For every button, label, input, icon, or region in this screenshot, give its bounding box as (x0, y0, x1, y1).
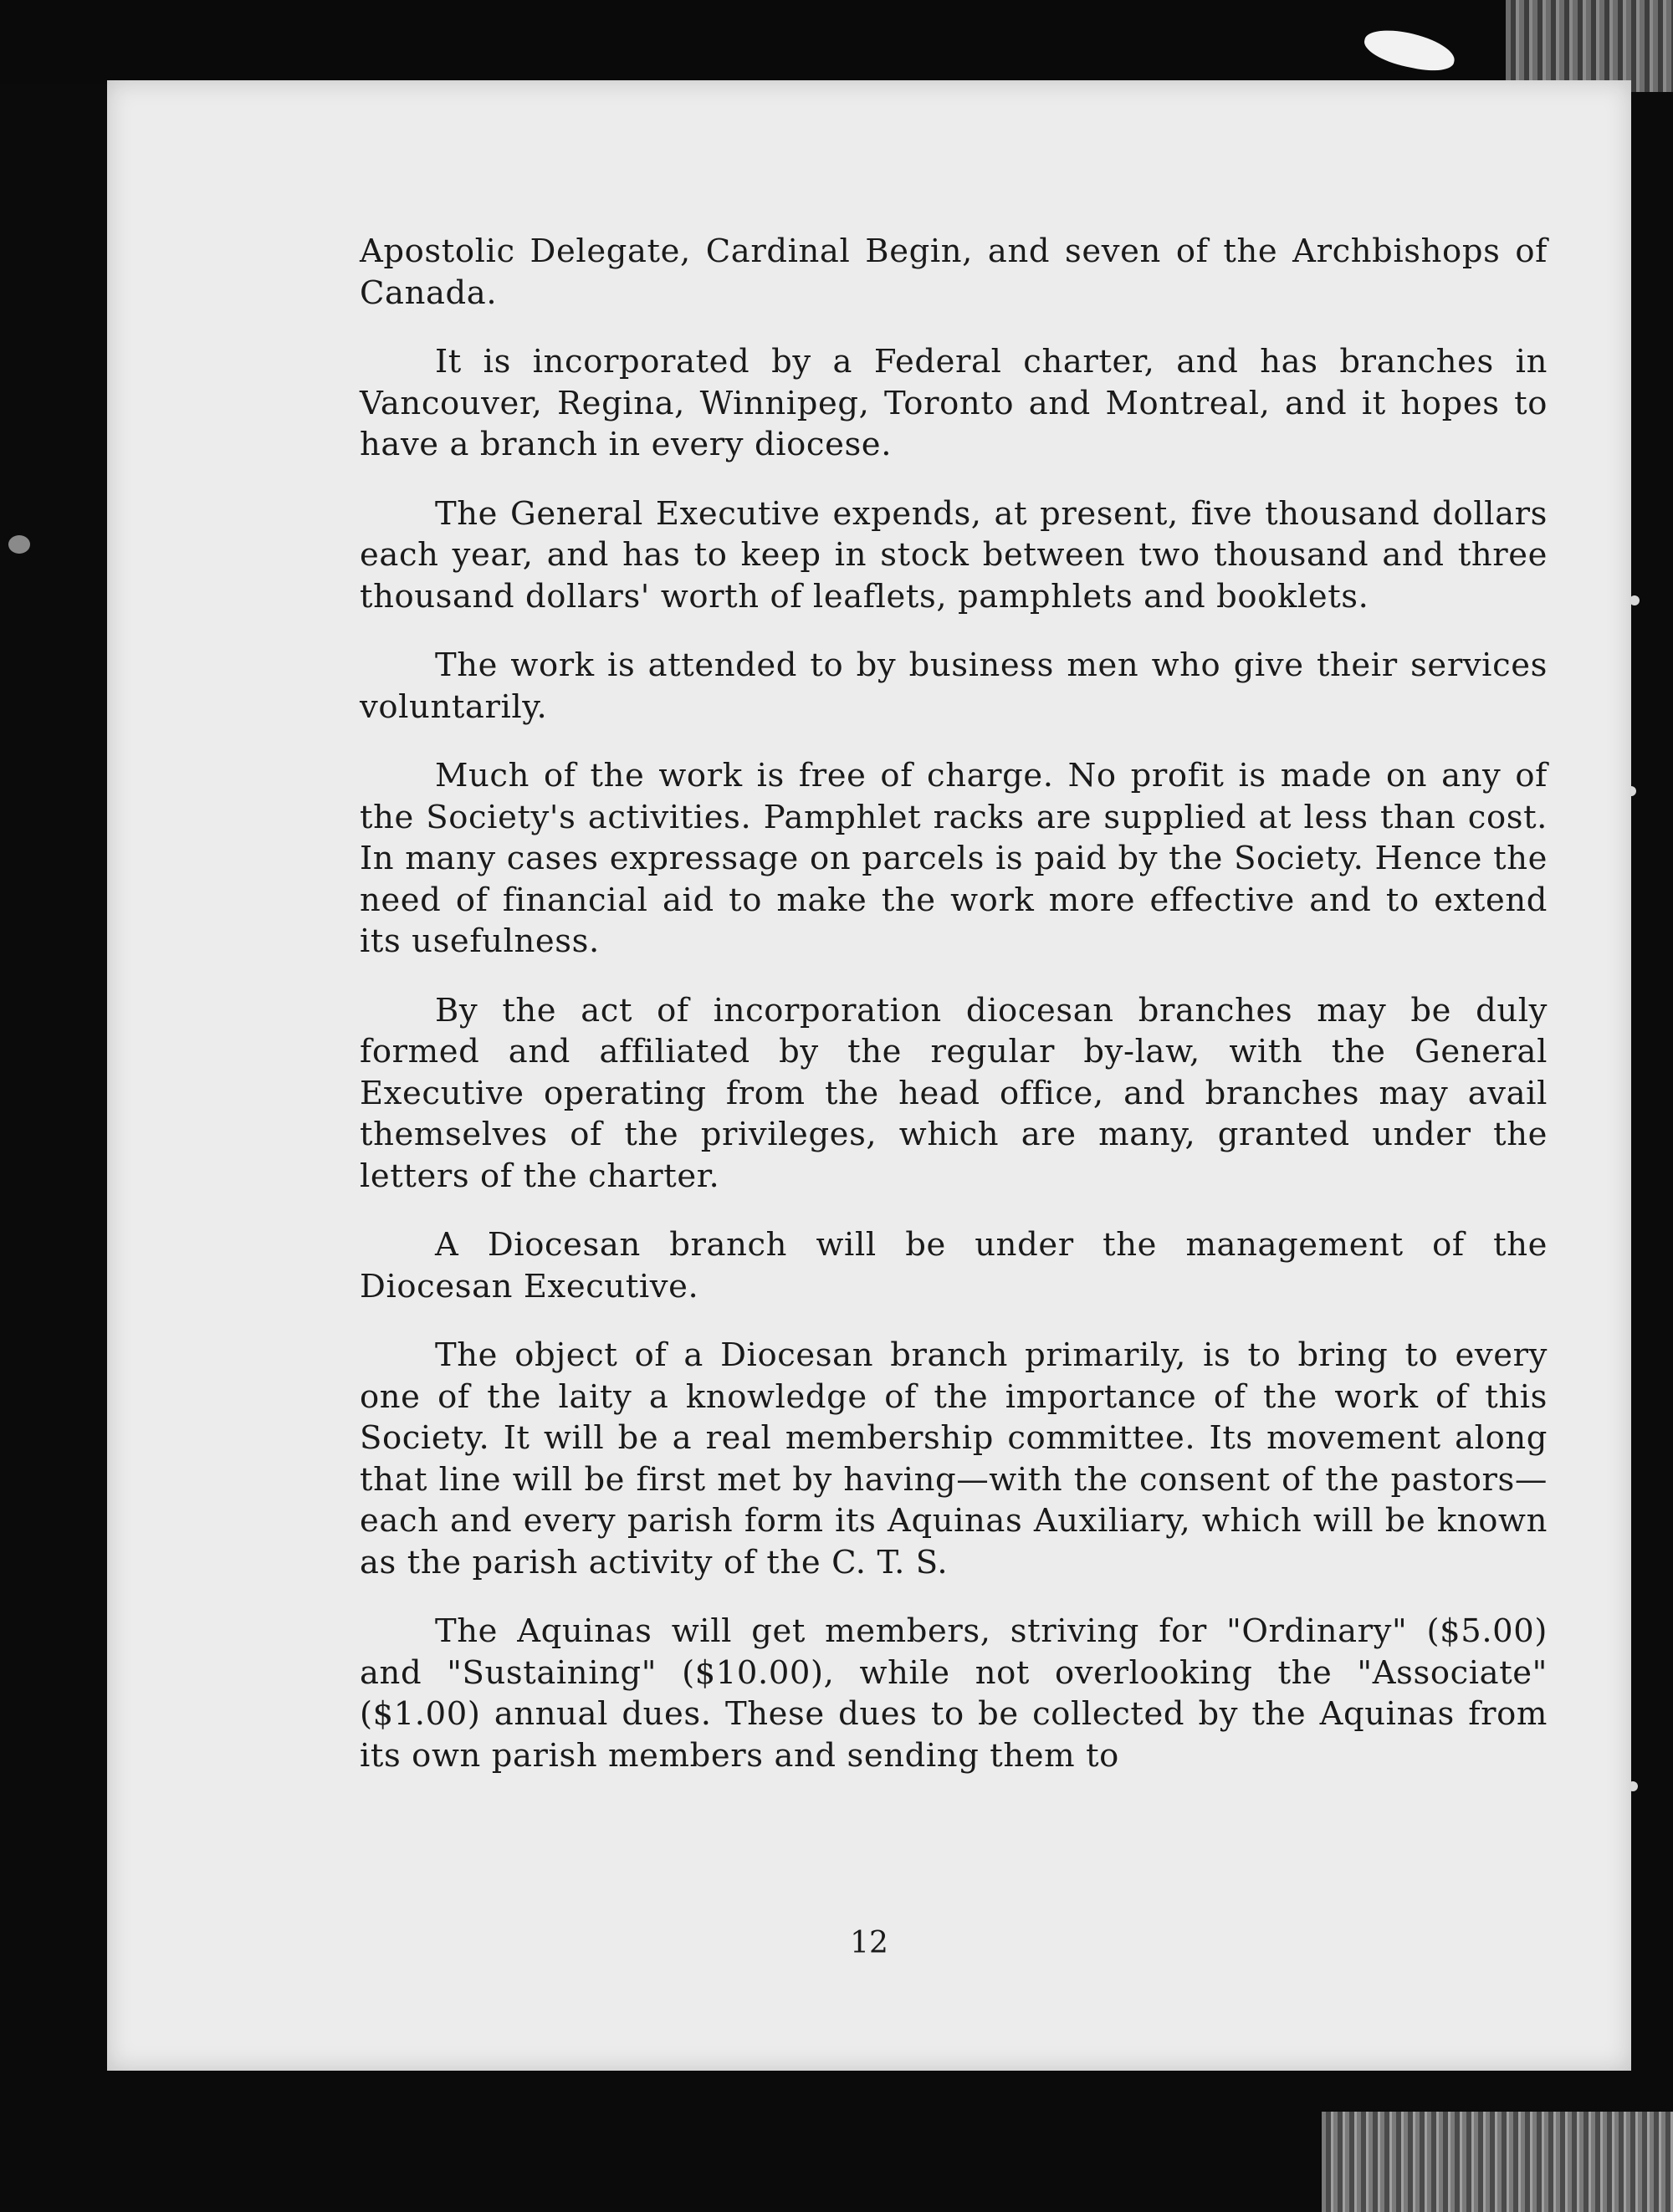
paragraph: Apostolic Delegate, Cardinal Begin, and seven of the Archbishops of Canada. (360, 232, 1548, 312)
paragraph: The work is attended to by business men who give their services voluntarily. (360, 646, 1548, 726)
paragraph: The object of a Diocesan branch primarily, is to bring to every one of the laity a knowledge of the importance of the work of this Society. It will be a real membership committee. Its movement along that line will be first met by having—with the consent of the pastors—each and every parish form its Aquinas Auxiliary, which will be known as the parish activity of the C. T. S. (360, 1336, 1548, 1581)
paragraph: It is incorporated by a Federal charter, and has branches in Vancouver, Regina, Winnipeg, Toronto and Montreal, and it hopes to have a branch in every diocese. (360, 343, 1548, 463)
paragraph: The General Executive expends, at present, five thousand dollars each year, and has to keep in stock between two thousand and three thousand dollars' worth of leaflets, pamphlets and booklets. (360, 494, 1548, 616)
page-body-text (360, 231, 1548, 1804)
paragraph: By the act of incorporation diocesan branches may be duly formed and affiliated by the regular by-law, with the General Executive operating from the head office, and branches may avail themselves of the privileges, which are many, granted under the letters of the charter. (360, 991, 1548, 1195)
paragraph: Much of the work is free of charge. No profit is made on any of the Society's activities. Pamphlet racks are supplied at less than cost. In many cases expressage on parcels is paid by the Society. Hence the need of financial aid to make the work more effective and to extend its usefulness. (360, 757, 1548, 960)
document-page (107, 80, 1631, 2071)
film-strip-top-right (1506, 0, 1673, 92)
film-strip-bottom-right (1322, 2112, 1673, 2212)
paragraph: A Diocesan branch will be under the management of the Diocesan Executive. (360, 1226, 1548, 1305)
paragraph: The Aquinas will get members, striving for "Ordinary" ($5.00) and "Sustaining" ($10.00), while not overlooking the "Associate" ($1.00) annual dues. These dues to be collected by the Aquinas from its own parish members and sending them to (360, 1612, 1548, 1775)
page-number: 12 (850, 1926, 888, 1960)
film-speck (8, 535, 30, 554)
